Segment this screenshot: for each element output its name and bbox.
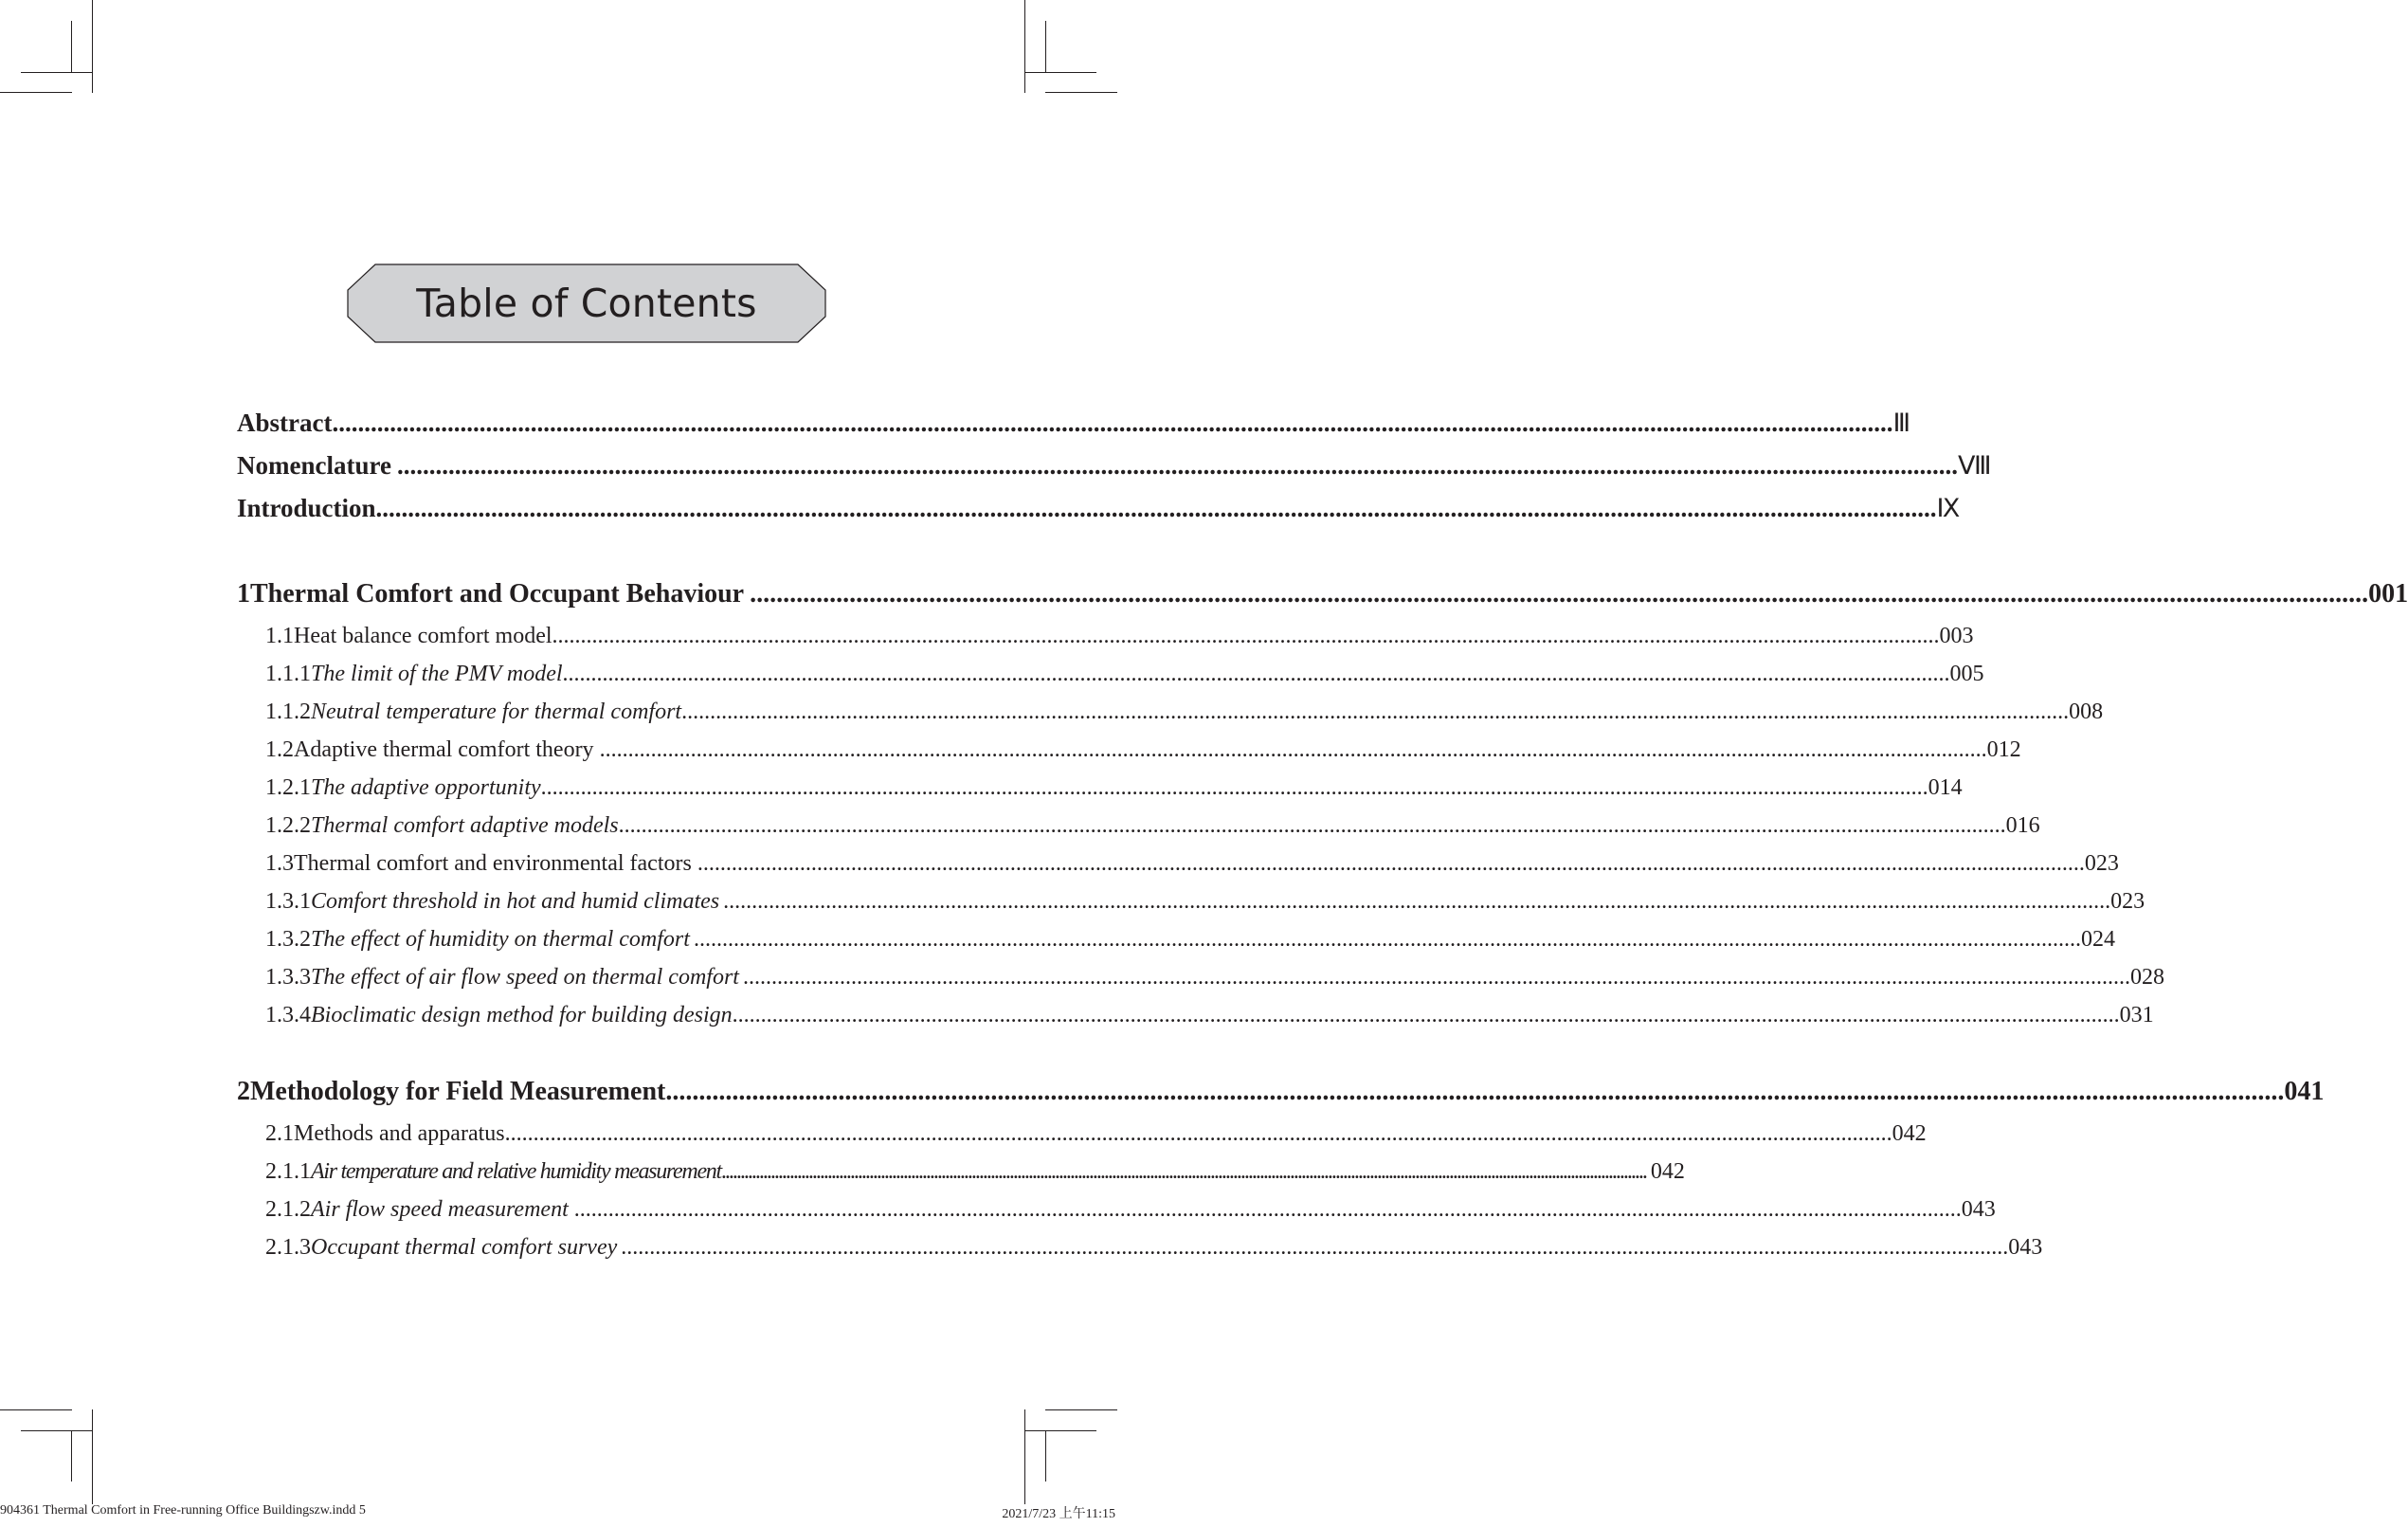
toc-front-abstract [237,409,1910,438]
toc-entry-page: 016 [2005,813,2040,838]
toc-entry [237,813,2040,839]
toc-entry-page: 014 [1928,775,1963,800]
toc-entry-title: Comfort threshold in hot and humid climates [311,889,720,914]
toc-chapter-title: Thermal Comfort and Occupant Behaviour [250,579,745,609]
toc-entry-title: Bioclimatic design method for building design [311,1003,733,1027]
toc-entry-page: 043 [1961,1197,1996,1222]
crop-mark [0,1409,72,1410]
toc-entry-page: 028 [2129,965,2164,990]
toc-entry [237,1159,1685,1185]
leader-dots [697,851,2085,877]
toc-chapter-2 [237,1077,2325,1107]
leader-dots [397,451,1958,481]
toc-entry-title: Occupant thermal comfort survey [311,1235,618,1260]
leader-dots [733,1003,2120,1028]
toc-entry-page: Ⅸ [1936,494,1959,522]
footer-file-info: 904361 Thermal Comfort in Free-running Office Buildingszw.indd 5 [0,1503,366,1518]
toc-entry [237,889,2145,915]
toc-chapter-1 [237,579,2408,609]
toc-entry-number: 1.2.2 [265,813,311,838]
toc-entry [237,624,1974,649]
toc-chapter-number: 1 [237,579,250,609]
toc-entry-page: 005 [1949,662,1984,686]
toc-entry [237,737,2021,763]
toc-entry-title: Air temperature and relative humidity measurement [311,1159,721,1184]
title-banner [347,264,826,343]
toc-entry-page: 008 [2069,700,2104,724]
page-title: Table of Contents [416,281,757,326]
toc-entry-page: Ⅲ [1892,409,1910,437]
leader-dots [552,624,1940,649]
crop-mark [21,72,93,73]
toc-chapter-number: 2 [237,1077,250,1106]
toc-entry-title: The adaptive opportunity [311,775,541,800]
toc-entry-page: 024 [2080,927,2115,952]
crop-mark [1045,1409,1117,1410]
leader-dots [681,700,2069,725]
toc-entry-page: 042 [1892,1121,1927,1146]
toc-entry-number: 2.1 [265,1121,294,1146]
toc-entry [237,927,2115,953]
toc-entry [237,1003,2154,1028]
toc-entry [237,851,2119,877]
leader-dots [750,579,2368,609]
toc-entry-number: 1.3.3 [265,965,311,990]
leader-dots [376,494,1937,523]
toc-entry-page: 031 [2119,1003,2154,1027]
toc-entry [237,700,2104,725]
toc-entry-number: 1.3.2 [265,927,311,952]
toc-chapter-page: 041 [2284,1077,2325,1106]
leader-dots [723,889,2110,915]
leader-dots [332,409,1892,438]
toc-entry-page: 003 [1939,624,1974,648]
toc-entry-title: The effect of humidity on thermal comfort [311,927,690,952]
toc-front-introduction [237,494,1959,523]
leader-dots [694,927,2081,953]
leader-dots [721,1159,1646,1185]
toc-entry-title: Introduction [237,494,376,522]
toc-entry-number: 1.3 [265,851,294,876]
toc-entry-title: Methods and apparatus [294,1121,505,1146]
toc-entry-title: The limit of the PMV model [311,662,563,686]
toc-entry-page: 012 [1986,737,2021,762]
crop-mark [1024,0,1025,93]
toc-chapter-title: Methodology for Field Measurement [250,1077,666,1106]
toc-entry [237,662,1984,687]
toc-entry-number: 1.3.1 [265,889,311,914]
toc-entry [237,775,1963,801]
crop-mark [92,0,93,93]
footer-timestamp: 2021/7/23 上午11:15 [1002,1507,1115,1521]
toc-entry [237,1197,1996,1223]
toc-entry-title: Abstract [237,409,333,437]
toc-entry-number: 2.1.1 [265,1159,311,1184]
toc-entry-number: 2.1.3 [265,1235,311,1260]
toc-entry-title: Nomenclature [237,451,391,480]
toc-entry-title: Thermal comfort and environmental factors [294,851,692,876]
toc-entry-page: 043 [2008,1235,2043,1260]
toc-entry-title: Neutral temperature for thermal comfort [311,700,682,724]
toc-entry-number: 1.1.2 [265,700,311,724]
toc-entry-title: The effect of air flow speed on thermal comfort [311,965,739,990]
leader-dots [743,965,2130,991]
toc-entry [237,965,2164,991]
leader-dots [563,662,1950,687]
crop-mark [71,21,72,72]
toc-front-nomenclature [237,451,1990,481]
crop-mark [92,1409,93,1504]
toc-entry [237,1235,2043,1261]
toc-entry-title: Adaptive thermal comfort theory [294,737,594,762]
toc-entry-number: 2.1.2 [265,1197,311,1222]
toc-entry [237,1121,1927,1147]
leader-dots [600,737,1987,763]
leader-dots [665,1077,2284,1107]
crop-mark [1024,1409,1025,1504]
toc-entry-page: 042 [1650,1159,1685,1184]
crop-mark [71,1430,72,1482]
leader-dots [505,1121,1892,1147]
toc-entry-page: 023 [2110,889,2145,914]
leader-dots [541,775,1928,801]
crop-mark [1045,21,1046,72]
crop-mark [1045,1430,1046,1482]
crop-mark [1024,72,1096,73]
toc-entry-title: Air flow speed measurement [311,1197,569,1222]
toc-entry-number: 1.3.4 [265,1003,311,1027]
toc-entry-page: Ⅷ [1957,451,1990,480]
toc-entry-number: 1.1 [265,624,294,648]
leader-dots [574,1197,1962,1223]
crop-mark [1045,92,1117,93]
crop-mark [1024,1430,1096,1431]
toc-entry-number: 1.1.1 [265,662,311,686]
toc-entry-title: Thermal comfort adaptive models [311,813,619,838]
toc-entry-number: 1.2.1 [265,775,311,800]
leader-dots [621,1235,2008,1261]
crop-mark [0,92,72,93]
leader-dots [619,813,2006,839]
toc-chapter-page: 001 [2368,579,2408,609]
toc-entry-title: Heat balance comfort model [294,624,552,648]
toc-entry-number: 1.2 [265,737,294,762]
crop-mark [21,1430,93,1431]
toc-entry-page: 023 [2084,851,2119,876]
